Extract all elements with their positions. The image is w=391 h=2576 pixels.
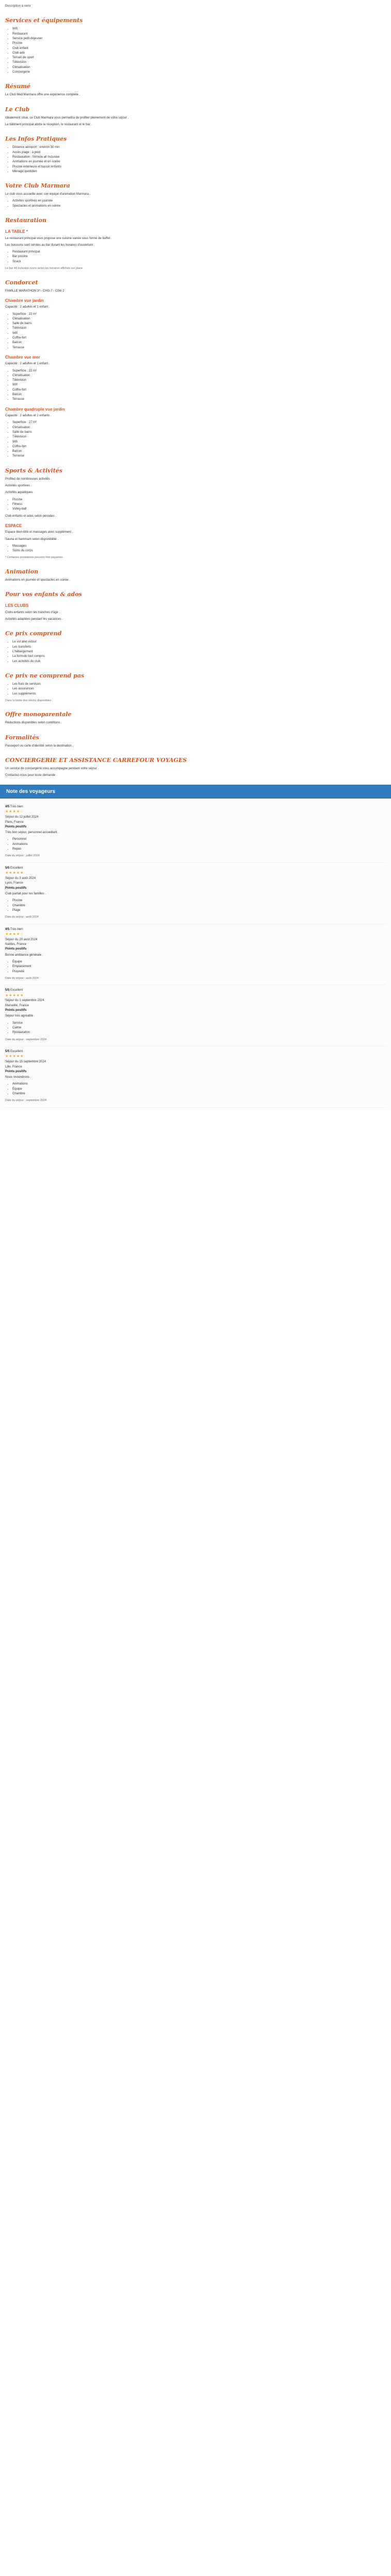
room-feature: • Climatisation — [12, 317, 386, 321]
review-point: • Équipe — [12, 1087, 386, 1092]
chambres-heading: Condorcet — [5, 279, 38, 286]
review-question: Points positifs — [5, 825, 27, 828]
review-point: • Piscine — [12, 899, 386, 903]
restauration-list — [5, 250, 386, 264]
restauration-subtitle: LA TABLE * — [5, 229, 28, 234]
review-rating: 4/5 — [5, 927, 10, 931]
infos-item: • Accès plage : à pied — [12, 150, 386, 155]
room-type-title: Chambre vue mer — [5, 354, 40, 360]
services-item: • Restaurant — [12, 32, 386, 37]
services-item: • Club enfant — [12, 46, 386, 51]
review-point: • Chambre — [12, 904, 386, 908]
prix-ne-comprend-item: • Les frais de services — [12, 682, 386, 687]
star-rating-icon: ★★★★☆ — [5, 810, 24, 814]
marmara-item: • Spectacles et animations en soirée — [12, 204, 386, 209]
review-location: Lille, France — [5, 1065, 22, 1069]
prix-ne-comprend-heading: Ce prix ne comprend pas — [5, 672, 85, 679]
spa-paragraph: Espace bien-être et massages avec supplément . — [5, 531, 73, 534]
room-type-title: Chambre vue jardin — [5, 298, 44, 303]
services-list — [5, 27, 386, 75]
review-question: Points positifs — [5, 947, 27, 951]
review-title: Très bien — [10, 805, 23, 809]
review-rating: 5/5 — [5, 1050, 10, 1054]
enfants-paragraph: Clubs enfants selon les tranches d'âge . — [5, 611, 60, 614]
review-title: Excellent — [10, 1050, 23, 1054]
sports-paragraph: Club enfants et ados selon périodes . — [5, 514, 57, 518]
room-feature: • Climatisation — [12, 426, 386, 430]
sports-item: • Piscine — [12, 498, 386, 502]
restauration-paragraph: Les boissons sont servies au bar durant les horaires d'ouverture . — [5, 243, 95, 247]
services-item: • Service petit-déjeuner — [12, 37, 386, 41]
room-feature: • Balcon — [12, 341, 386, 345]
room-feature: • Télévision — [12, 435, 386, 439]
room-feature: • Coffre-fort — [12, 445, 386, 449]
review-date: Date du séjour : août 2024 — [5, 916, 39, 919]
room-feature: • Wifi — [12, 383, 386, 387]
review-points — [5, 837, 386, 852]
spa-list — [5, 544, 386, 554]
marmara-list — [5, 199, 386, 209]
star-rating-icon: ★★★★★ — [5, 1055, 24, 1059]
review-title: Très bien — [10, 927, 23, 931]
room-type-text: Capacité : 2 adultes et 2 enfants . — [5, 414, 52, 418]
services-item: • Piscine — [12, 41, 386, 46]
review-item — [5, 924, 386, 986]
room-feature: • Salle de bains — [12, 321, 386, 326]
review-point: • Personnel — [12, 837, 386, 842]
room-feature: • Wifi — [12, 440, 386, 445]
star-rating-icon: ★★★★☆ — [5, 932, 24, 936]
review-title: Excellent — [10, 866, 23, 870]
prix-comprend-item: • Les activités du club — [12, 659, 386, 664]
prix-ne-comprend-item: • Les assurances — [12, 687, 386, 691]
infos-item: • Animations en journée et en soirée — [12, 160, 386, 164]
resume-heading: Résumé — [5, 83, 30, 90]
room-feature: • Terrasse — [12, 346, 386, 350]
review-item — [5, 985, 386, 1046]
room-feature: • Télévision — [12, 378, 386, 383]
review-item — [5, 1046, 386, 1108]
enfants-heading: Pour vos enfants & ados — [5, 591, 82, 598]
enfants-paragraph: Activités adaptées pendant les vacances . — [5, 618, 63, 621]
review-posted: Séjour du 15 septembre 2024 — [5, 1060, 46, 1064]
sports-item: • Volley-ball — [12, 507, 386, 512]
review-posted: Séjour du 3 août 2024 — [5, 877, 36, 880]
conciergerie-paragraph: Contactez-nous pour toute demande . — [5, 774, 57, 777]
spa-subtitle: ESPACE — [5, 523, 22, 528]
room-type-list — [5, 420, 386, 459]
review-point: • Calme — [12, 1026, 386, 1030]
enfants-subtitle: LES CLUBS — [5, 603, 29, 608]
prix-ne-comprend-list — [5, 682, 386, 697]
sports-heading: Sports & Activités — [5, 467, 62, 474]
review-text: Nous reviendrons . — [5, 1076, 31, 1079]
room-type-text: Capacité : 2 adultes et 1 enfant . — [5, 306, 50, 309]
review-points — [5, 1021, 386, 1036]
infos-list — [5, 145, 386, 174]
intro-text: Description à venir — [5, 5, 31, 8]
review-date: Date du séjour : juillet 2024 — [5, 854, 40, 858]
marmara-item: • Activités sportives en journée — [12, 199, 386, 204]
prix-comprend-list — [5, 640, 386, 664]
marmara-heading: Votre Club Marmara — [5, 182, 70, 190]
conciergerie-paragraph: Un service de conciergerie vous accompagne pendant votre séjour . — [5, 767, 99, 771]
review-question: Points positifs — [5, 886, 27, 890]
review-title: Excellent — [10, 989, 23, 992]
sports-paragraph: Activités aquatiques . — [5, 491, 35, 495]
review-rating: 4/5 — [5, 805, 10, 809]
infos-heading: Les Infos Pratiques — [5, 135, 67, 143]
animation-text: Animations en journée et spectacles en soirée . — [5, 579, 71, 582]
review-points — [5, 960, 386, 974]
prix-comprend-item: • Les transferts — [12, 645, 386, 650]
review-item — [5, 863, 386, 924]
review-posted: Séjour du 12 juillet 2024 — [5, 816, 39, 819]
review-point: • Chambre — [12, 1092, 386, 1096]
room-feature: • Coffre-fort — [12, 388, 386, 393]
services-item: • Télévision — [12, 60, 386, 65]
sports-paragraph: Activités sportives . — [5, 484, 32, 488]
review-question: Points positifs — [5, 1009, 27, 1012]
animation-heading: Animation — [5, 568, 39, 575]
services-heading: Services et équipements — [5, 17, 83, 24]
room-feature: • Balcon — [12, 393, 386, 397]
restauration-heading: Restauration — [5, 217, 47, 224]
review-location: Nantes, France — [5, 943, 27, 946]
infos-item: • Distance aéroport : environ 30 min — [12, 145, 386, 150]
review-point: • Propreté — [12, 970, 386, 974]
sports-note: * Certaines prestations peuvent être payantes . — [5, 556, 64, 560]
review-rating: 5/5 — [5, 866, 10, 870]
resume-text: Le Club Med Marmara offre une expérience complète . — [5, 93, 80, 97]
restauration-note: Le bar All Inclusive ouvre selon les horaires affichés sur place . — [5, 266, 85, 270]
star-rating-icon: ★★★★★ — [5, 871, 24, 875]
prix-ne-comprend-item: • Les suppléments — [12, 692, 386, 697]
review-location: Lyon, France — [5, 882, 23, 885]
spa-item: • Soins du corps — [12, 549, 386, 553]
review-points — [5, 899, 386, 913]
room-feature: • Terrasse — [12, 397, 386, 402]
review-point: • Équipe — [12, 960, 386, 964]
review-date: Date du séjour : août 2024 — [5, 976, 39, 980]
marmara-text: Le club vous accueille avec son équipe d'animation Marmara . — [5, 193, 91, 196]
formalites-text: Passeport ou carte d'identité selon la destination . — [5, 744, 74, 748]
spa-item: • Massages — [12, 544, 386, 549]
sports-intro: Profitez de nombreuses activités . — [5, 477, 52, 481]
review-text: Très bon séjour, personnel accueillant . — [5, 831, 59, 835]
prix-ne-comprend-note: Dans la limite des stocks disponibles . — [5, 699, 53, 702]
sports-item: • Fitness — [12, 502, 386, 507]
option-text: Réductions disponibles selon conditions . — [5, 721, 62, 725]
conciergerie-heading: CONCIERGERIE ET ASSISTANCE CARREFOUR VOYAGES — [5, 757, 187, 764]
services-item: • Club ado — [12, 51, 386, 56]
prix-comprend-item: • L'hébergement — [12, 650, 386, 654]
reviews-banner: Note des voyageurs — [0, 785, 391, 799]
room-feature: • Terrasse — [12, 454, 386, 459]
review-point: • Restauration — [12, 1030, 386, 1035]
room-feature: • Superficie : 22 m² — [12, 312, 386, 317]
review-rating: 5/5 — [5, 989, 10, 992]
services-item: • Conciergerie — [12, 70, 386, 75]
club-paragraph: Idéalement situé, ce Club Marmara vous permettra de profiter pleinement de votre séjour . — [5, 116, 129, 120]
room-feature: • Superficie : 27 m² — [12, 420, 386, 425]
room-feature: • Télévision — [12, 326, 386, 331]
star-rating-icon: ★★★★★ — [5, 993, 24, 997]
review-text: Club parfait pour les familles . — [5, 892, 46, 895]
restauration-item: • Restaurant principal — [12, 250, 386, 255]
services-item: • Wifi — [12, 27, 386, 31]
reviews-list — [0, 799, 391, 1111]
room-feature: • Climatisation — [12, 374, 386, 378]
review-point: • Emplacement — [12, 964, 386, 969]
review-item — [5, 802, 386, 863]
review-point: • Animations — [12, 842, 386, 847]
review-point: • Service — [12, 1021, 386, 1026]
infos-item: • Ménage quotidien — [12, 170, 386, 174]
restauration-paragraph: Le restaurant principal vous propose une cuisine variée sous forme de buffet . — [5, 236, 112, 240]
review-text: Bonne ambiance générale . — [5, 953, 43, 957]
services-item: • Climatisation — [12, 65, 386, 70]
room-feature: • Balcon — [12, 449, 386, 454]
infos-item: • Piscine extérieure et bassin enfants — [12, 165, 386, 170]
review-point: • Repas — [12, 847, 386, 852]
room-type-text: Capacité : 2 adultes et 1 enfant . — [5, 362, 50, 366]
review-date: Date du séjour : septembre 2024 — [5, 1099, 47, 1103]
review-text: Séjour très agréable . — [5, 1014, 35, 1018]
review-posted: Séjour du 20 août 2024 — [5, 938, 38, 941]
prix-comprend-item: • La formule tout compris — [12, 654, 386, 659]
review-location: Paris, France — [5, 820, 24, 824]
prix-comprend-heading: Ce prix comprend — [5, 630, 62, 637]
sports-list — [5, 498, 386, 512]
room-feature: • Salle de bains — [12, 430, 386, 435]
club-paragraph: Le bâtiment principal abrite la réception, le restaurant et le bar . — [5, 123, 92, 126]
review-location: Marseille, France — [5, 1004, 29, 1007]
chambres-subtitle: FAMILLE MARATHON 3* - CHG-7 - Côté 2 — [5, 289, 64, 293]
services-item: • Terrain de sport — [12, 56, 386, 60]
review-point: • Animations — [12, 1082, 386, 1087]
restauration-item: • Bar piscine — [12, 255, 386, 259]
room-type-title: Chambre quadruple vue jardin — [5, 406, 65, 412]
spa-paragraph: Sauna et hammam selon disponibilité . — [5, 537, 59, 541]
club-heading: Le Club — [5, 106, 30, 113]
infos-item: • Restauration : formule all inclusive — [12, 155, 386, 160]
review-date: Date du séjour : septembre 2024 — [5, 1038, 47, 1041]
page-container — [0, 0, 391, 778]
review-question: Points positifs — [5, 1070, 27, 1073]
review-point: • Plage — [12, 908, 386, 913]
room-feature: • Superficie : 22 m² — [12, 369, 386, 374]
formalites-heading: Formalités — [5, 734, 39, 741]
room-feature: • Wifi — [12, 331, 386, 336]
room-type-list — [5, 312, 386, 350]
review-posted: Séjour du 1 septembre 2024 — [5, 999, 44, 1003]
room-feature: • Coffre-fort — [12, 336, 386, 341]
restauration-item: • Snack — [12, 260, 386, 264]
prix-comprend-item: • Le vol aller-retour — [12, 640, 386, 645]
room-type-list — [5, 369, 386, 402]
option-heading: Offre monoparentale — [5, 711, 72, 718]
review-points — [5, 1082, 386, 1096]
